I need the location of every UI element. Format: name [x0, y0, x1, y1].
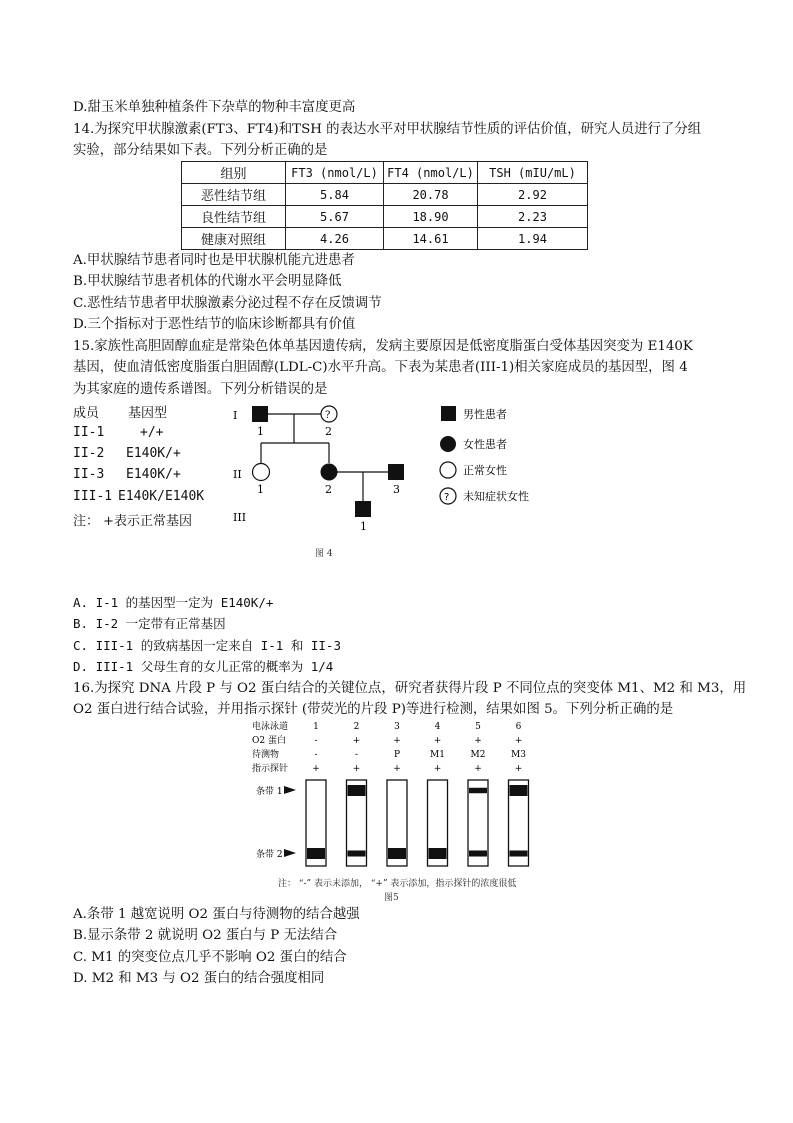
- lane-sample: M1: [430, 750, 445, 760]
- band-1: [348, 785, 366, 796]
- lane-probe: +: [433, 764, 442, 774]
- q15-stem-line3: 为其家庭的遗传系谱图。下列分析错误的是: [73, 382, 328, 397]
- table-cell: 5.84: [286, 184, 384, 206]
- band-1-label: 条带 1: [256, 787, 283, 797]
- table-cell: 20.78: [384, 184, 478, 206]
- table-row: [182, 184, 588, 206]
- generation-label: II: [233, 468, 242, 481]
- gel-lanes: [306, 722, 529, 866]
- legend-label: 女性患者: [463, 438, 507, 451]
- lane-probe: +: [393, 764, 401, 774]
- genotype-member: II-2: [73, 446, 105, 461]
- table-cell: 14.61: [384, 228, 478, 250]
- band-2: [388, 848, 406, 859]
- q15-stem-line1: 15.家族性高胆固醇血症是常染色体单基因遗传病，发病主要原因是低密度脂蛋白受体基因突变为 E140K: [73, 339, 693, 354]
- lane-o2: +: [433, 736, 442, 746]
- q14-option-c: C.恶性结节患者甲状腺激素分泌过程不存在反馈调节: [73, 296, 382, 311]
- q14-option-a: A.甲状腺结节患者同时也是甲状腺机能亢进患者: [73, 253, 355, 268]
- genotype-member: III-1: [73, 489, 113, 504]
- lane-o2: +: [514, 736, 523, 746]
- q14-option-d: D.三个指标对于恶性结节的临床诊断都具有价值: [73, 317, 356, 332]
- q15-option-c: C. III-1 的致病基因一定来自 I-1 和 II-3: [73, 638, 341, 653]
- q15-option-d: D. III-1 父母生育的女儿正常的概率为 1/4: [73, 659, 334, 674]
- q14-stem-line1: 14.为探究甲状腺激素(FT3、FT4)和TSH 的表达水平对甲状腺结节性质的评估价值，研究人员进行了分组: [73, 122, 702, 137]
- ii-1-normal-female: [253, 464, 270, 481]
- genotype-header-member: 成员: [73, 406, 100, 421]
- table-cell: 18.90: [384, 206, 478, 228]
- band-2-arrow-icon: [284, 849, 296, 857]
- figure-5-caption: 图5: [384, 893, 399, 903]
- band-2-label: 条带 2: [256, 850, 283, 860]
- genotype-value: E140K/+: [126, 446, 181, 461]
- unknown-mark: ?: [325, 410, 331, 421]
- i-1-affected-male: [252, 406, 268, 422]
- q15-option-b: B. I-2 一定带有正常基因: [73, 616, 226, 631]
- table-row: [182, 228, 588, 250]
- lane-sample: -: [354, 750, 359, 760]
- q16-option-c: C. M1 的突变位点几乎不影响 O2 蛋白的结合: [73, 950, 347, 965]
- table-header-cell: 组别: [182, 162, 286, 184]
- q16-option-a: A.条带 1 越宽说明 O2 蛋白与待测物的结合越强: [73, 907, 360, 922]
- lane-number: 2: [353, 722, 360, 732]
- legend-affected-male-icon: [441, 406, 456, 421]
- table-cell: 1.94: [478, 228, 588, 250]
- legend-label: 男性患者: [463, 408, 507, 421]
- band-2: [429, 848, 447, 859]
- legend-affected-female-icon: [440, 436, 456, 452]
- table-header-row: [182, 162, 588, 184]
- band-1: [469, 788, 487, 794]
- lane-o2: +: [393, 736, 401, 746]
- legend-label: 未知症状女性: [463, 490, 529, 503]
- lane-number: 5: [475, 722, 481, 732]
- pedigree-number: 3: [393, 483, 400, 496]
- lane-sample: M3: [511, 750, 526, 760]
- q14-option-b: B.甲状腺结节患者机体的代谢水平会明显降低: [73, 274, 342, 289]
- q16-stem-line2: O2 蛋白进行结合试验，并用指示探针 (带荧光的片段 P)等进行检测，结果如图 5。下列分析正确的是: [73, 702, 674, 717]
- pedigree-chart: [225, 400, 425, 540]
- pedigree-number: 2: [325, 425, 332, 438]
- table-cell: 恶性结节组: [182, 184, 286, 206]
- q16-option-b: B.显示条带 2 就说明 O2 蛋白与 P 无法结合: [73, 928, 338, 943]
- genotype-member: II-3: [73, 467, 105, 482]
- lane-probe: +: [352, 764, 361, 774]
- pedigree-number: 1: [360, 520, 367, 533]
- table-cell: 良性结节组: [182, 206, 286, 228]
- q14-stem-line2: 实验，部分结果如下表。下列分析正确的是: [73, 143, 328, 158]
- lane-number: 4: [434, 722, 441, 732]
- table-cell: 2.23: [478, 206, 588, 228]
- legend-normal-female-icon: [440, 462, 456, 478]
- lane-probe: +: [312, 764, 320, 774]
- lane-sample: -: [314, 750, 318, 760]
- lane-o2: +: [352, 736, 361, 746]
- lane-number: 3: [394, 722, 400, 732]
- generation-label: III: [233, 511, 247, 524]
- table-header-cell: FT3 (nmol/L): [286, 162, 384, 184]
- legend-label: 正常女性: [463, 464, 507, 477]
- band-2: [469, 850, 487, 856]
- q13-option-d: D.甜玉米单独种植条件下杂草的物种丰富度更高: [73, 100, 356, 115]
- table-cell: 4.26: [286, 228, 384, 250]
- pedigree-number: 2: [325, 483, 332, 496]
- table-header-cell: TSH (mIU/mL): [478, 162, 588, 184]
- gel-row-label: O2 蛋白: [252, 736, 286, 746]
- ii-3-affected-male: [388, 464, 404, 480]
- lane-probe: +: [474, 764, 482, 774]
- q15-stem-line2: 基因，使血清低密度脂蛋白胆固醇(LDL-C)水平升高。下表为某患者(III-1)相关家庭成员的基因型，图 4: [73, 360, 688, 375]
- table-header-cell: FT4 (nmol/L): [384, 162, 478, 184]
- gel-note: 注： “-” 表示未添加， “+” 表示添加，指示探针的浓度很低: [278, 879, 517, 889]
- genotype-value: E140K/E140K: [118, 489, 205, 504]
- table-cell: 健康对照组: [182, 228, 286, 250]
- band-1: [510, 785, 528, 796]
- band-2: [510, 850, 528, 856]
- q16-stem-line1: 16.为探究 DNA 片段 P 与 O2 蛋白结合的关键位点，研究者获得片段 P 不同位点的突变体 M1、M2 和 M3，用: [73, 681, 747, 696]
- table-cell: 5.67: [286, 206, 384, 228]
- generation-label: I: [233, 409, 238, 422]
- band-1-arrow-icon: [284, 786, 296, 794]
- pedigree-legend: [435, 400, 565, 510]
- pedigree-number: 1: [257, 483, 264, 496]
- band-2: [348, 850, 366, 856]
- lane-probe: +: [514, 764, 523, 774]
- genotype-value: E140K/+: [126, 467, 181, 482]
- lane-number: 6: [515, 722, 522, 732]
- figure-4-caption: 图 4: [315, 549, 333, 559]
- lane-number: 1: [313, 722, 319, 732]
- q16-option-d: D. M2 和 M3 与 O2 蛋白的结合强度相同: [73, 971, 325, 986]
- ii-2-affected-female: [321, 464, 338, 481]
- gel-row-label: 指示探针: [252, 764, 289, 774]
- table-cell: 2.92: [478, 184, 588, 206]
- genotype-member: II-1: [73, 425, 105, 440]
- lane-o2: -: [314, 736, 318, 746]
- q15-option-a: A. I-1 的基因型一定为 E140K/+: [73, 595, 274, 610]
- hormone-table: [181, 161, 588, 250]
- gel-row-label: 待测物: [252, 750, 280, 760]
- electrophoresis-figure: [240, 716, 560, 876]
- genotype-note: 注： +表示正常基因: [73, 514, 193, 529]
- iii-1-affected-male: [355, 501, 371, 517]
- genotype-value: +/+: [140, 425, 164, 440]
- table-row: [182, 206, 588, 228]
- gel-row-label: 电泳泳道: [252, 722, 289, 732]
- unknown-mark: ?: [444, 492, 450, 503]
- lane-sample: M2: [470, 750, 486, 760]
- genotype-header-genotype: 基因型: [128, 406, 168, 421]
- lane-sample: P: [393, 750, 401, 760]
- lane-o2: +: [474, 736, 482, 746]
- pedigree-number: 1: [257, 425, 264, 438]
- band-2: [307, 848, 325, 859]
